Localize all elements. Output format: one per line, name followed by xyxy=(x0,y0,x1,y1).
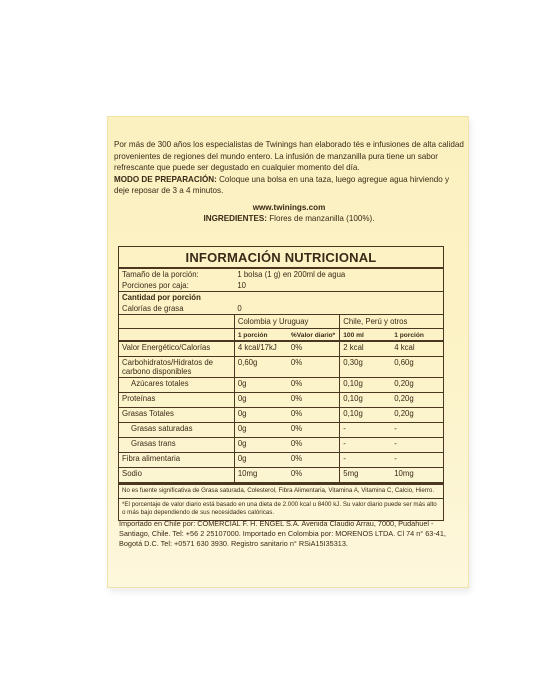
value-portion-2: 0,20g xyxy=(391,378,443,393)
col-header-100ml: 100 ml xyxy=(340,329,391,342)
value-portion: 4 kcal/17kJ xyxy=(234,341,288,357)
value-portion: 0g xyxy=(234,408,288,423)
serving-label: Tamaño de la porción: xyxy=(122,270,199,279)
value-daily-percent: 0% xyxy=(288,378,340,393)
value-daily-percent: 0% xyxy=(288,468,340,484)
nutrient-row xyxy=(119,378,443,393)
portions-value: 10 xyxy=(234,280,443,292)
nutrient-row xyxy=(119,357,443,378)
col-header-portion: 1 porción xyxy=(234,329,288,342)
nutrient-label: Proteínas xyxy=(119,393,234,408)
fat-calories-row xyxy=(119,303,443,315)
nutrient-label: Fibra alimentaria xyxy=(119,453,234,468)
ingredients-label: INGREDIENTES: xyxy=(203,214,267,223)
value-daily-percent: 0% xyxy=(288,423,340,438)
website: www.twinings.com xyxy=(252,202,326,212)
footnote-daily-value: *El porcentaje de valor diario está basado en una dieta de 2.000 kcal u 8400 kJ. Su valor diario puede ser más alto o más bajo dependiendo de sus necesidades calóricas. xyxy=(119,498,443,520)
nutrient-label: Grasas saturadas xyxy=(119,423,234,438)
nutrient-label: Carbohidratos/Hidratos de carbono disponibles xyxy=(119,357,234,378)
intro-paragraph: Por más de 300 años los especialistas de Twinings han elaborado tés e infusiones de alta calidad provenientes de regiones del mundo entero. La infusión de manzanilla pura tiene un sabor refrescante que puede ser degustado en cualquier momento del día. xyxy=(114,140,464,172)
value-daily-percent: 0% xyxy=(288,393,340,408)
value-100ml: 0,10g xyxy=(340,393,391,408)
nutrient-row xyxy=(119,393,443,408)
nutrient-rows xyxy=(119,341,443,483)
serving-value: 1 bolsa (1 g) en 200ml de agua xyxy=(237,270,346,279)
group-colombia-uruguay: Colombia y Uruguay xyxy=(234,315,339,329)
value-100ml: - xyxy=(340,453,391,468)
nutrient-row xyxy=(119,408,443,423)
value-portion: 0g xyxy=(234,453,288,468)
value-100ml: 0,10g xyxy=(340,378,391,393)
value-portion: 0g xyxy=(234,378,288,393)
nutrient-row xyxy=(119,453,443,468)
nutrition-facts-panel xyxy=(118,246,444,521)
serving-row xyxy=(119,269,443,280)
nutrition-table xyxy=(119,269,443,484)
country-group-row xyxy=(119,315,443,329)
nutrient-label: Grasas Totales xyxy=(119,408,234,423)
value-portion-2: 0,60g xyxy=(391,357,443,378)
value-100ml: 2 kcal xyxy=(340,341,391,357)
value-portion-2: - xyxy=(391,423,443,438)
ingredients-line xyxy=(114,213,464,225)
value-100ml: 5mg xyxy=(340,468,391,484)
value-portion: 0g xyxy=(234,438,288,453)
nutrient-label: Valor Energético/Calorías xyxy=(119,341,234,357)
prep-label: MODO DE PREPARACIÓN: xyxy=(114,174,217,184)
preparation-paragraph xyxy=(114,174,464,197)
value-portion: 0,60g xyxy=(234,357,288,378)
nutrient-row xyxy=(119,468,443,484)
value-daily-percent: 0% xyxy=(288,341,340,357)
amount-row xyxy=(119,292,443,304)
nutrient-label: Sodio xyxy=(119,468,234,484)
value-100ml: 0,10g xyxy=(340,408,391,423)
fat-calories-label: Calorías de grasa xyxy=(119,303,234,315)
importer-info: Importado en Chile por: COMERCIAL F. H. ENGEL S.A. Avenida Claudio Arrau, 7000, Pudahuel - Santiago, Chile. Tel: +56 2 25107000. Importado en Colombia por: MORENOS LTDA. Cl 74 n° 63-41, Bogotá D.C. Tel: +0571 630 3930. Registro sanitario n° RSiA15I35313. xyxy=(119,519,446,548)
value-portion: 0g xyxy=(234,393,288,408)
value-portion-2: - xyxy=(391,438,443,453)
value-portion-2: 4 kcal xyxy=(391,341,443,357)
box-text xyxy=(114,139,464,225)
portions-row xyxy=(119,280,443,292)
portions-label: Porciones por caja: xyxy=(119,280,234,292)
nutrient-row xyxy=(119,423,443,438)
value-100ml: 0,30g xyxy=(340,357,391,378)
value-daily-percent: 0% xyxy=(288,408,340,423)
nutrient-label: Grasas trans xyxy=(119,438,234,453)
col-header-portion-2: 1 porción xyxy=(391,329,443,342)
value-portion-2: - xyxy=(391,453,443,468)
value-100ml: - xyxy=(340,438,391,453)
nutrient-row xyxy=(119,341,443,357)
nutrition-title: INFORMACIÓN NUTRICIONAL xyxy=(119,247,443,269)
value-portion-2: 10mg xyxy=(391,468,443,484)
column-header-row xyxy=(119,329,443,342)
value-daily-percent: 0% xyxy=(288,357,340,378)
nutrient-label: Azúcares totales xyxy=(119,378,234,393)
amount-label: Cantidad por porción xyxy=(122,293,201,302)
value-100ml: - xyxy=(340,423,391,438)
value-portion: 0g xyxy=(234,423,288,438)
group-chile-peru: Chile, Perú y otros xyxy=(340,315,443,329)
value-portion-2: 0,20g xyxy=(391,408,443,423)
fat-calories-value: 0 xyxy=(234,303,443,315)
value-daily-percent: 0% xyxy=(288,438,340,453)
ingredients-text: Flores de manzanilla (100%). xyxy=(266,214,375,223)
prep-text: Coloque una bolsa en una taza, luego agregue agua hirviendo y deje reposar de 3 a 4 minutos. xyxy=(114,174,450,195)
value-portion-2: 0,20g xyxy=(391,393,443,408)
value-daily-percent: 0% xyxy=(288,453,340,468)
footnote-source: No es fuente significativa de Grasa saturada, Colesterol, Fibra Alimentaria, Vitamina A, Vitamina C, Calcio, Hierro. xyxy=(119,484,443,498)
col-header-daily-value: %Valor diario* xyxy=(288,329,340,342)
nutrient-row xyxy=(119,438,443,453)
value-portion: 10mg xyxy=(234,468,288,484)
